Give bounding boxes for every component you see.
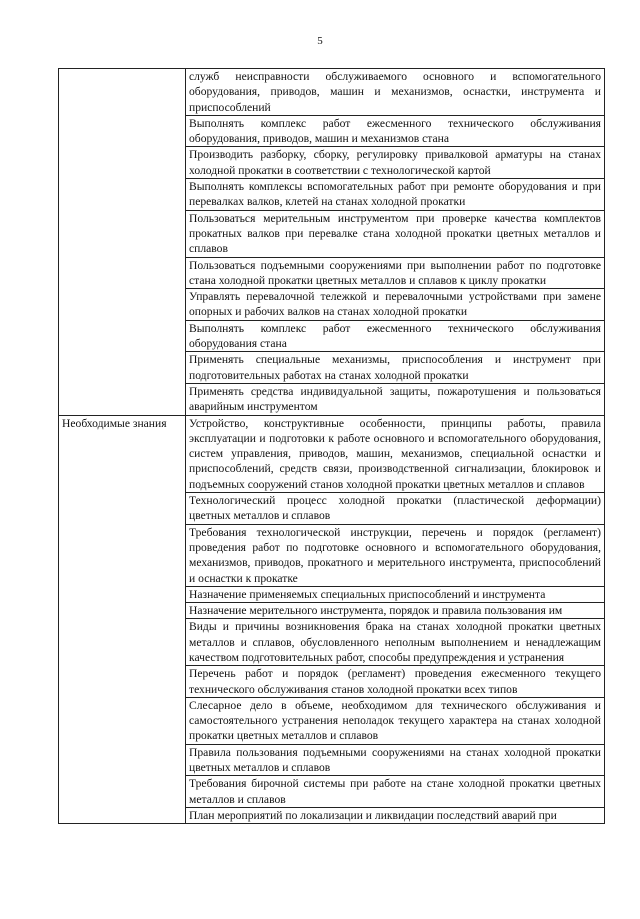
requirement-text-cell: Выполнять комплекс работ ежесменного технического обслуживания оборудования стана (186, 320, 605, 352)
requirement-text-cell: Пользоваться подъемными сооружениями при выполнении работ по подготовке стана холодной прокатки цветных металлов и сплавов к циклу прокатки (186, 257, 605, 289)
table-row (59, 415, 605, 492)
section-label-cell: Необходимые знания (59, 415, 186, 824)
requirement-text-cell: Назначение применяемых специальных приспособлений и инструмента (186, 586, 605, 602)
requirement-text-cell: Выполнять комплекс работ ежесменного технического обслуживания оборудования, приводов, машин и механизмов стана (186, 115, 605, 147)
requirement-text-cell: Пользоваться мерительным инструментом при проверке качества комплектов прокатных валков при перевалке стана холодной прокатки цветных металлов и сплавов (186, 210, 605, 257)
page-number: 5 (317, 35, 323, 47)
requirement-text-cell: Виды и причины возникновения брака на станах холодной прокатки цветных металлов и сплавов, обусловленного неполным выполнением и ненадлежащим качеством подготовительных работ, способы предупреждения и устранения (186, 619, 605, 666)
requirement-text-cell: Требования бирочной системы при работе на стане холодной прокатки цветных металлов и сплавов (186, 776, 605, 808)
requirement-text-cell: Требования технологической инструкции, перечень и порядок (регламент) проведения работ по подготовке основного и вспомогательного оборудования, механизмов, приводов, прокатного и мерительного инструмента, приспособлений и оснастки к прокатке (186, 524, 605, 586)
requirement-text-cell: Управлять перевалочной тележкой и перевалочными устройствами при замене опорных и рабочих валков на станах холодной прокатки (186, 289, 605, 321)
requirement-text-cell: Технологический процесс холодной прокатки (пластической деформации) цветных металлов и сплавов (186, 493, 605, 525)
requirement-text-cell: Применять специальные механизмы, приспособления и инструмент при подготовительных работах на станах холодной прокатки (186, 352, 605, 384)
requirement-text-cell: Выполнять комплексы вспомогательных работ при ремонте оборудования и при перевалках валков, клетей на станах холодной прокатки (186, 179, 605, 211)
requirement-text-cell: Слесарное дело в объеме, необходимом для технического обслуживания и самостоятельного устранения неполадок текущего характера на станах холодной прокатки цветных металлов и сплавов (186, 697, 605, 744)
requirements-table (58, 68, 605, 824)
requirements-table-body (59, 69, 605, 824)
requirement-text-cell: Производить разборку, сборку, регулировку привалковой арматуры на станах холодной прокатки в соответствии с технологической картой (186, 147, 605, 179)
section-label-cell (59, 69, 186, 416)
requirement-text-cell: Назначение мерительного инструмента, порядок и правила пользования им (186, 603, 605, 619)
requirement-text-cell: План мероприятий по локализации и ликвидации последствий аварий при (186, 807, 605, 823)
requirement-text-cell: Правила пользования подъемными сооружениями на станах холодной прокатки цветных металлов и сплавов (186, 744, 605, 776)
requirement-text-cell: Устройство, конструктивные особенности, принципы работы, правила эксплуатации и подготовки к работе основного и вспомогательного оборудования, систем управления, приводов, машин, механизмов, специальной оснастки и приспособлений, средств связи, производственной сигнализации, блокировок и подъемных сооружений станов холодной прокатки цветных металлов и сплавов (186, 415, 605, 492)
requirement-text-cell: Применять средства индивидуальной защиты, пожаротушения и пользоваться аварийным инструментом (186, 383, 605, 415)
requirement-text-cell: служб неисправности обслуживаемого основного и вспомогательного оборудования, приводов, машин и механизмов, оснастки, инструмента и приспособлений (186, 69, 605, 116)
requirement-text-cell: Перечень работ и порядок (регламент) проведения ежесменного текущего технического обслуживания станов холодной прокатки всех типов (186, 666, 605, 698)
table-row (59, 69, 605, 116)
